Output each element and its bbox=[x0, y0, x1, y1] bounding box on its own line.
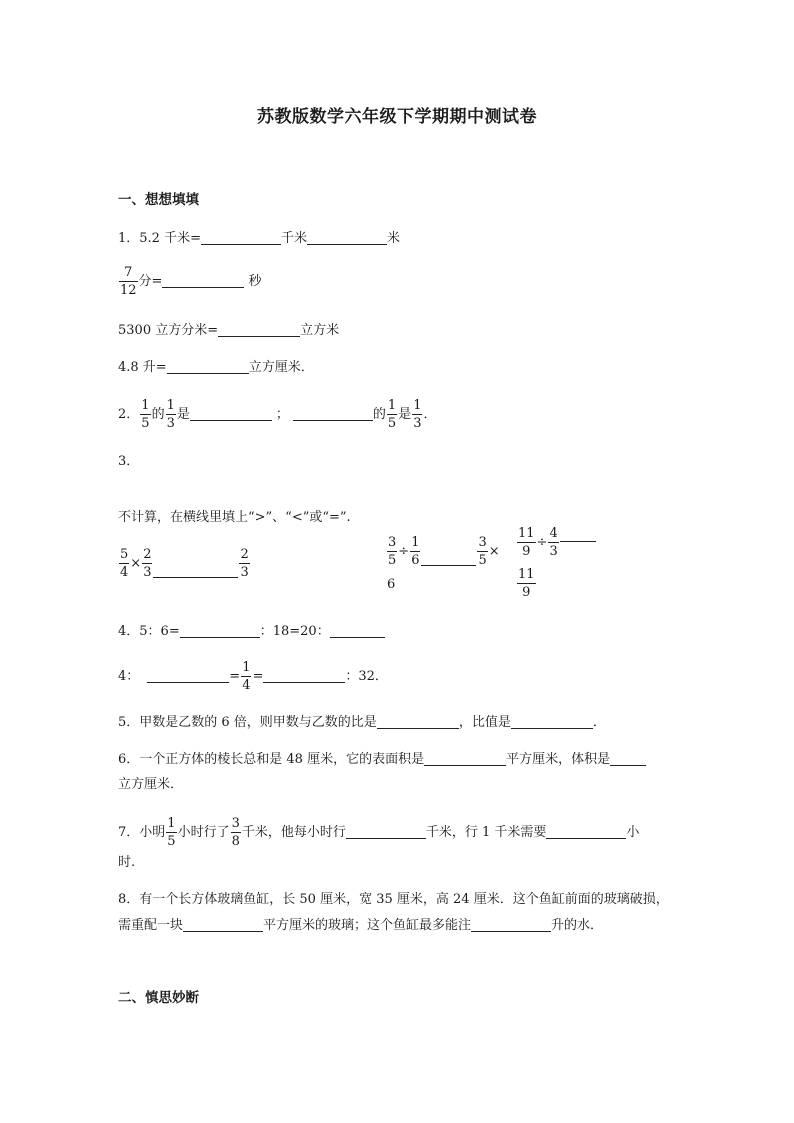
q4b-equals: = bbox=[252, 669, 264, 684]
question-4b bbox=[118, 661, 388, 692]
question-1a bbox=[118, 232, 400, 245]
q5-end: ． bbox=[592, 715, 606, 730]
answer-blank[interactable] bbox=[424, 753, 506, 766]
answer-blank[interactable] bbox=[377, 716, 459, 729]
question-3-instruction: 不计算，在横线里填上“>”、“<”或“=”. bbox=[118, 510, 351, 525]
q1b-text: 分= bbox=[138, 274, 163, 289]
answer-blank[interactable] bbox=[153, 565, 238, 578]
fraction: $\frac{1}{6}$ bbox=[411, 535, 420, 568]
fraction: $\frac{11}{9}$ bbox=[518, 567, 535, 600]
operator: × bbox=[488, 544, 500, 559]
q2-end: ． bbox=[423, 407, 437, 422]
question-7 bbox=[118, 817, 639, 848]
fraction: $\frac{2}{3}$ bbox=[240, 547, 249, 580]
fraction: $\frac{1}{5}$ bbox=[141, 398, 150, 431]
q1d-text: 4.8 升= bbox=[118, 360, 167, 375]
question-2 bbox=[118, 399, 437, 430]
q8-text: 平方厘米的玻璃；这个鱼缸最多能注 bbox=[263, 918, 472, 933]
question-1b bbox=[118, 266, 261, 297]
q4a-text: 4．5：6= bbox=[118, 624, 180, 639]
operator: ÷ bbox=[398, 544, 410, 559]
fraction: $\frac{4}{3}$ bbox=[549, 526, 558, 559]
compare-expression-1 bbox=[118, 548, 251, 579]
fraction: $\frac{2}{3}$ bbox=[143, 547, 152, 580]
answer-blank[interactable] bbox=[183, 919, 263, 932]
q7-text: 小 bbox=[626, 825, 640, 840]
q4b-end: ：32． bbox=[345, 669, 388, 684]
answer-blank[interactable] bbox=[218, 324, 300, 337]
q6-text: 6．一个正方体的棱长总和是 48 厘米，它的表面积是 bbox=[118, 752, 425, 767]
answer-blank[interactable] bbox=[511, 716, 593, 729]
fraction: $\frac{3}{5}$ bbox=[388, 535, 397, 568]
answer-blank[interactable] bbox=[346, 826, 426, 839]
answer-blank[interactable] bbox=[180, 625, 260, 638]
q1a-text: 1．5.2 千米= bbox=[118, 231, 201, 246]
question-8-line2 bbox=[118, 919, 603, 932]
question-1d bbox=[118, 361, 314, 374]
fraction: $\frac{1}{5}$ bbox=[387, 398, 397, 431]
q6-mid: 平方厘米，体积是 bbox=[506, 752, 611, 767]
q2-text: 的 bbox=[151, 407, 165, 422]
q2-text: 是 bbox=[398, 407, 412, 422]
q7-text: 7．小明 bbox=[118, 825, 166, 840]
q4b-text: 4： bbox=[118, 669, 140, 684]
answer-blank[interactable] bbox=[471, 919, 551, 932]
answer-blank[interactable] bbox=[307, 232, 387, 245]
answer-blank[interactable] bbox=[293, 408, 373, 421]
fraction: $\frac{1}{3}$ bbox=[166, 398, 175, 431]
question-6-line2: 立方厘米． bbox=[118, 777, 184, 792]
q8-text: 需重配一块 bbox=[118, 918, 184, 933]
question-4a bbox=[118, 625, 385, 638]
answer-blank[interactable] bbox=[167, 361, 249, 374]
answer-blank[interactable] bbox=[330, 625, 385, 638]
answer-blank[interactable] bbox=[263, 670, 345, 683]
fraction: $\frac{7}{12}$ bbox=[120, 265, 137, 298]
section-heading-fill-in: 一、想想填填 bbox=[118, 192, 199, 208]
compare-expression-2 bbox=[386, 536, 500, 567]
q1a-mid: 千米 bbox=[280, 231, 307, 246]
answer-blank[interactable] bbox=[421, 553, 476, 566]
answer-blank[interactable] bbox=[201, 232, 281, 245]
q4a-mid: ：18=20： bbox=[259, 624, 330, 639]
q7-text: 千米，他每小时行 bbox=[241, 825, 346, 840]
answer-blank[interactable] bbox=[546, 826, 626, 839]
fraction: $\frac{3}{5}$ bbox=[478, 535, 487, 568]
fraction: $\frac{5}{4}$ bbox=[120, 547, 129, 580]
q1c-end: 立方米 bbox=[300, 323, 340, 338]
answer-blank[interactable] bbox=[610, 753, 646, 766]
q2-number: 2． bbox=[118, 407, 140, 422]
q1b-end: 秒 bbox=[248, 274, 262, 289]
q8-text: 升的水． bbox=[551, 918, 604, 933]
answer-blank[interactable] bbox=[190, 408, 272, 421]
fraction: $\frac{1}{3}$ bbox=[413, 398, 422, 431]
expression-3-result bbox=[516, 568, 537, 599]
q7-text: 千米，行 1 千米需要 bbox=[425, 825, 547, 840]
q5-mid: ，比值是 bbox=[458, 715, 511, 730]
question-5 bbox=[118, 716, 606, 729]
q2-separator: ； bbox=[275, 407, 289, 422]
question-1c bbox=[118, 324, 339, 337]
q5-text: 5．甲数是乙数的 6 倍，则甲数与乙数的比是 bbox=[118, 715, 377, 730]
fraction: $\frac{3}{8}$ bbox=[231, 816, 240, 849]
fraction: $\frac{1}{4}$ bbox=[242, 660, 251, 693]
q1a-end: 米 bbox=[387, 231, 401, 246]
page-title: 苏教版数学六年级下学期期中测试卷 bbox=[257, 107, 537, 127]
answer-blank[interactable] bbox=[560, 535, 596, 542]
question-6 bbox=[118, 753, 646, 766]
q7-text: 小时行了 bbox=[177, 825, 230, 840]
q4b-equals: = bbox=[229, 669, 241, 684]
fraction: $\frac{1}{5}$ bbox=[167, 816, 176, 849]
expression-2-tail: 6 bbox=[387, 577, 396, 592]
operator: × bbox=[130, 556, 142, 571]
compare-expression-3 bbox=[516, 527, 596, 558]
section-heading-true-false: 二、慎思妙断 bbox=[118, 990, 199, 1006]
q2-text: 的 bbox=[372, 407, 386, 422]
q1d-end: 立方厘米． bbox=[248, 360, 314, 375]
question-3-number: 3． bbox=[118, 454, 140, 469]
question-8-line1: 8．有一个长方体玻璃鱼缸，长 50 厘米，宽 35 厘米，高 24 厘米．这个鱼缸前面的玻璃破损， bbox=[118, 892, 669, 907]
q1c-text: 5300 立方分米= bbox=[118, 323, 219, 338]
operator: ÷ bbox=[536, 535, 548, 550]
question-7-line2: 时. bbox=[118, 855, 136, 870]
q2-text: 是 bbox=[176, 407, 190, 422]
answer-blank[interactable] bbox=[162, 275, 244, 288]
fraction: $\frac{11}{9}$ bbox=[518, 526, 535, 559]
answer-blank[interactable] bbox=[147, 670, 229, 683]
